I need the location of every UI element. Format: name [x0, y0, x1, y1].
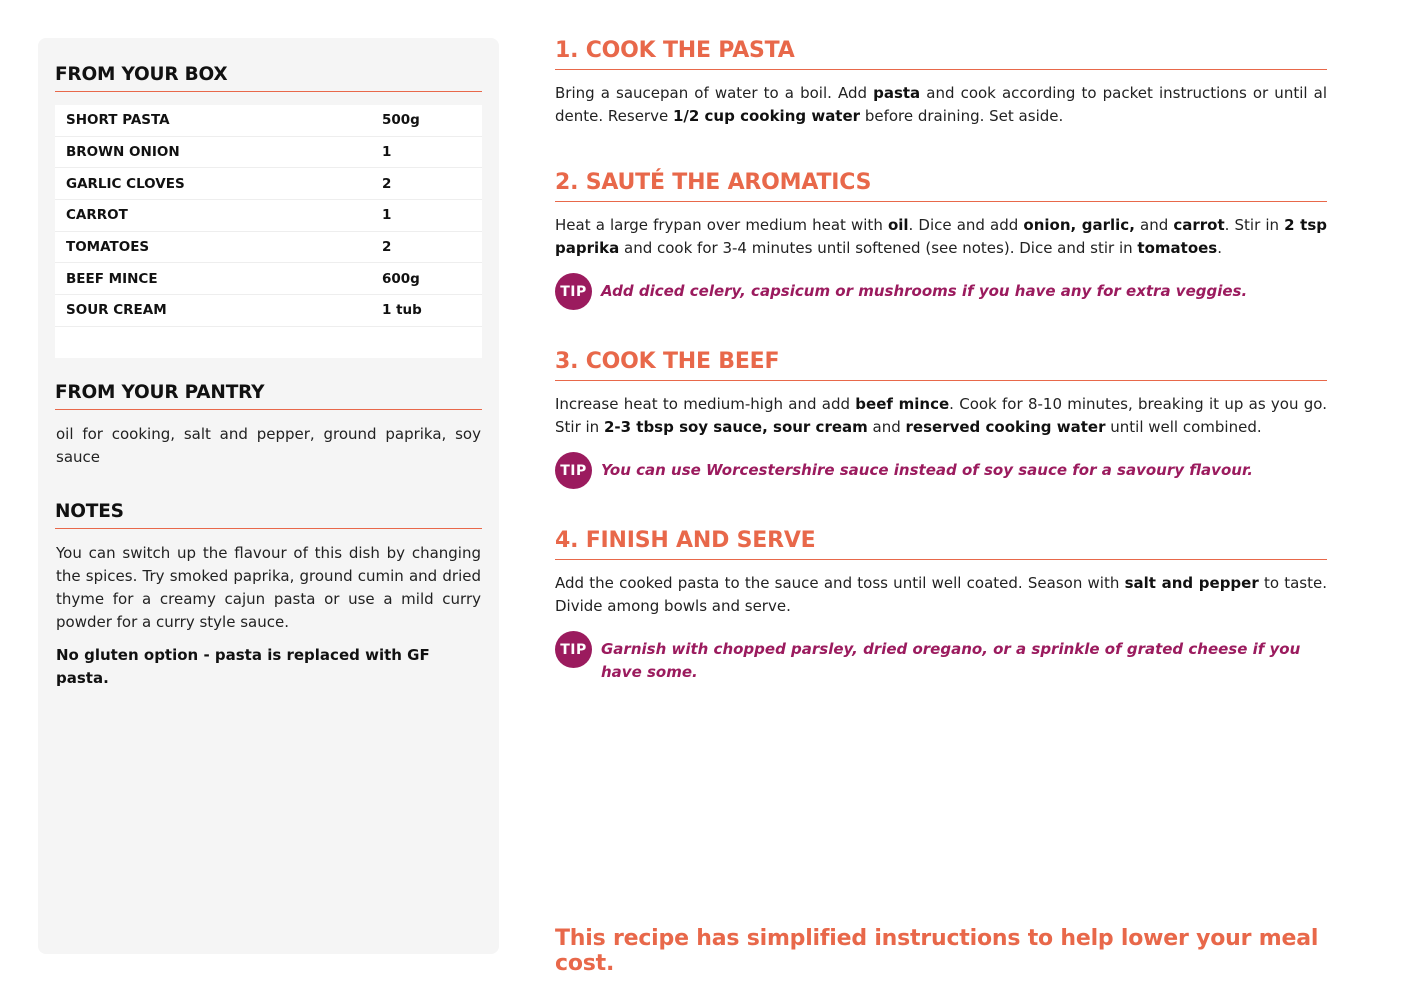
simplified-recipe-note: This recipe has simplified instructions to help lower your meal cost. — [555, 926, 1319, 976]
ingredient-row — [55, 263, 482, 295]
step-body-text: and cook for 3-4 minutes until softened (see notes). Dice and stir in — [619, 239, 1138, 257]
step-title: 4. FINISH AND SERVE — [555, 528, 1327, 560]
step-body-bold: salt and pepper — [1124, 574, 1259, 592]
step-body-text: . Dice and add — [908, 216, 1024, 234]
tip-text: Garnish with chopped parsley, dried oregano, or a sprinkle of grated cheese if you have some. — [601, 640, 1301, 681]
step-body-text: Add the cooked pasta to the sauce and toss until well coated. Season with — [555, 574, 1125, 592]
step-body-bold: oil — [887, 216, 909, 234]
step-body-bold: 1/2 cup cooking water — [672, 107, 861, 125]
step-body-text: Increase heat to medium-high and add — [555, 395, 856, 413]
step-2 — [555, 170, 1327, 310]
notes-heading: NOTES — [55, 501, 482, 529]
tip — [555, 452, 1327, 489]
ingredient-name: BROWN ONION — [66, 144, 180, 161]
tip-badge: TIP — [555, 452, 592, 489]
ingredient-qty: 2 — [382, 175, 392, 192]
gluten-free-note: No gluten option - pasta is replaced with GF pasta. — [56, 646, 430, 687]
step-body-text: until well combined. — [1105, 418, 1262, 436]
notes-text: You can switch up the flavour of this dish by changing the spices. Try smoked paprika, ground cumin and dried thyme for a creamy cajun pasta or use a mild curry powder for a curry style sauce. — [56, 544, 481, 631]
ingredient-row — [55, 105, 482, 137]
step-body — [555, 214, 1327, 260]
from-your-pantry-heading: FROM YOUR PANTRY — [55, 382, 482, 410]
step-body-text: and — [867, 418, 906, 436]
ingredient-name: CARROT — [66, 207, 128, 224]
ingredient-row — [55, 200, 482, 232]
step-body-bold: beef mince — [855, 395, 950, 413]
step-body — [555, 82, 1327, 128]
ingredient-row — [55, 137, 482, 169]
step-body-text: before draining. Set aside. — [860, 107, 1064, 125]
ingredient-qty: 600g — [382, 270, 420, 287]
ingredient-name: BEEF MINCE — [66, 270, 158, 287]
step-body-text: and cook according to packet instructions or until al dente. Reserve — [555, 84, 1327, 125]
tip-text: You can use Worcestershire sauce instead of soy sauce for a savoury flavour. — [601, 461, 1253, 479]
step-body-bold: 2 tsp paprika — [555, 216, 1327, 257]
step-body — [555, 572, 1327, 618]
step-body-text: . Cook for 8-10 minutes, breaking it up as you go. Stir in — [555, 395, 1327, 436]
step-title: 3. COOK THE BEEF — [555, 349, 1327, 381]
step-1 — [555, 38, 1327, 128]
tip-badge: TIP — [555, 631, 592, 668]
step-body-bold: onion, garlic, — [1023, 216, 1135, 234]
ingredient-name: SOUR CREAM — [66, 302, 167, 319]
step-4 — [555, 528, 1327, 684]
ingredient-qty: 1 — [382, 207, 392, 224]
step-body-bold: carrot — [1173, 216, 1225, 234]
ingredient-row — [55, 168, 482, 200]
pantry-text: oil for cooking, salt and pepper, ground paprika, soy sauce — [56, 425, 481, 466]
step-body-text: Heat a large frypan over medium heat with — [555, 216, 888, 234]
step-body-bold: tomatoes — [1137, 239, 1218, 257]
tip — [555, 273, 1327, 310]
ingredient-name: SHORT PASTA — [66, 112, 170, 129]
step-body-bold: 2-3 tbsp soy sauce, sour cream — [603, 418, 868, 436]
step-body-text: . Stir in — [1224, 216, 1285, 234]
ingredient-row — [55, 232, 482, 264]
step-body-text: Bring a saucepan of water to a boil. Add — [555, 84, 874, 102]
from-your-box-heading: FROM YOUR BOX — [55, 64, 482, 92]
step-body-text: to taste. Divide among bowls and serve. — [555, 574, 1327, 615]
step-body-text: . — [1217, 239, 1223, 257]
ingredient-qty: 1 — [382, 144, 392, 161]
tip-badge: TIP — [555, 273, 592, 310]
ingredient-row — [55, 295, 482, 327]
ingredient-qty: 500g — [382, 112, 420, 129]
ingredient-name: TOMATOES — [66, 239, 150, 256]
step-body — [555, 393, 1327, 439]
step-body-bold: pasta — [873, 84, 921, 102]
tip — [555, 631, 1327, 684]
ingredient-qty: 1 tub — [382, 302, 422, 319]
step-body-text: and — [1134, 216, 1174, 234]
ingredients-sidebar — [38, 38, 499, 954]
ingredients-table — [55, 105, 482, 358]
ingredient-qty: 2 — [382, 239, 392, 256]
step-title: 2. SAUTÉ THE AROMATICS — [555, 170, 1327, 202]
step-title: 1. COOK THE PASTA — [555, 38, 1327, 70]
step-body-bold: reserved cooking water — [905, 418, 1106, 436]
ingredient-name: GARLIC CLOVES — [66, 175, 185, 192]
tip-text: Add diced celery, capsicum or mushrooms if you have any for extra veggies. — [601, 282, 1248, 300]
step-3 — [555, 349, 1327, 489]
